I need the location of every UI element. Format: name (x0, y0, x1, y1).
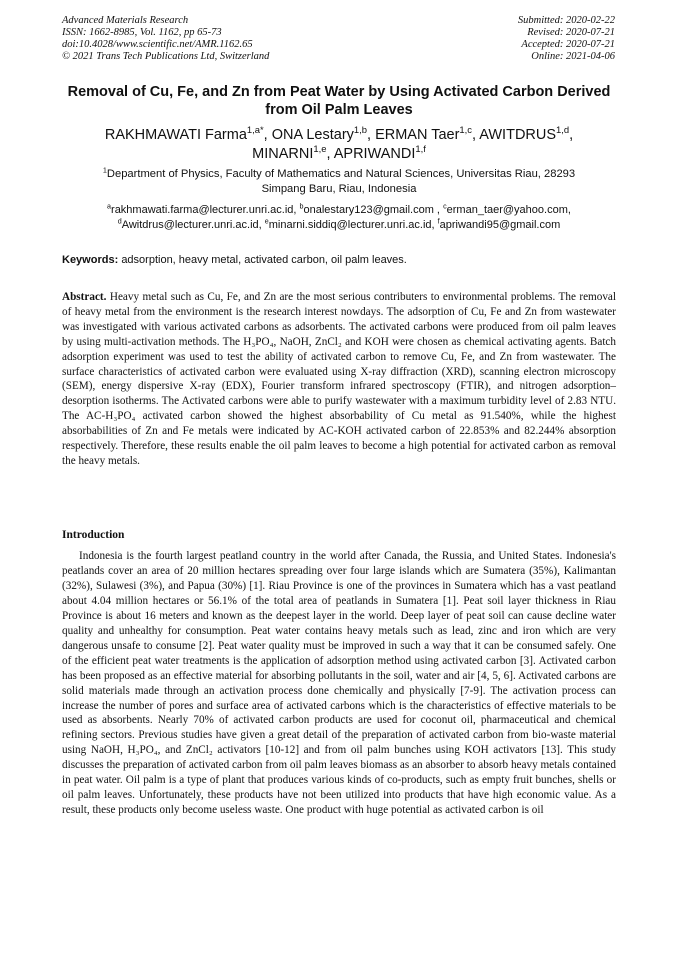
revised-date: Revised: 2020-07-21 (527, 27, 615, 38)
doi-line: doi:10.4028/www.scientific.net/AMR.1162.65 (62, 39, 253, 50)
abstract-label: Abstract. (62, 291, 107, 303)
submission-dates (518, 15, 615, 63)
email-mark: d (117, 217, 122, 226)
keywords (62, 253, 616, 267)
journal-info (62, 15, 269, 63)
keywords-label: Keywords: (62, 254, 119, 266)
email-address[interactable]: apriwandi95@gmail.com (439, 219, 561, 231)
author-name: ONA Lestary (271, 127, 354, 143)
author-name: APRIWANDI (333, 146, 416, 162)
submitted-date: Submitted: 2020-02-22 (517, 15, 615, 26)
email-address[interactable]: erman_taer@yahoo.com, (446, 204, 571, 216)
author-affiliation-mark: 1,f (415, 143, 426, 155)
introduction-heading: Introduction (62, 529, 125, 541)
author-affiliation-mark: 1,e (313, 143, 327, 155)
journal-name: Advanced Materials Research (62, 15, 189, 26)
email-address[interactable]: Awitdrus@lecturer.unri.ac.id, (121, 219, 262, 231)
keywords-text: adsorption, heavy metal, activated carbon, oil palm leaves. (121, 254, 407, 266)
introduction-body: Indonesia is the fourth largest peatland country in the world after Canada, the Russia, and United States. Indonesia's peatlands cover an area of 20 million hectares spreading over four large islands which are Sumatera (35%), Kalimantan (32%), Sulawesi (3%), and Papua (30%) [1]. Riau Province is one of the provinces in Sumatera which has a vast peatland about 4.04 million hectares or 56.1% of the total area of peatlands in Sumatera [1]. Peat soil layer thickness in Riau Province is about 16 meters and known as the deepest layer in the world. Deep layer of peat soil can cause decline water quality and unhealthy for consumption. Peat water contains heavy metals such as lead, zinc and iron which are very dangerous unsafe to consume [2]. Peat water quality must be improved in such a way that it can be consumed safely. One of the efficient peat water treatments is the application of adsorption method using activated carbon [3]. Activated carbon has been proposed as an effective material for absorbing pollutants in the soil, water and air [4, 5, 6]. Activated carbons are solid materials made through an activation process done chemically and physically [7-9]. The activation process can increase the number of pores and surface area of activated carbons which is the characteristics of effective materials to be used as absorbents. Nearly 70% of activated carbon products are used for coconut oil, pharmaceutical and chemical refining sectors. Previous studies have given a great detail of the preparation of activated carbon from bio-waste material using NaOH, H₃PO₄, and ZnCl₂ activators [10-12] and from oil palm bunches using KOH activators [13]. This study discusses the preparation of activated carbon from oil palm leaves biomass as an absorber to absorb heavy metals contained in peat water. Oil palm is a type of plant that produces various kinds of co-products, such as empty fruit bunches, shells or oil palm leaves. Unfortunately, these products have not been utilized into products that have high economic value. As a result, these products only become useless waste. One product with huge potential as activated carbon is oil (62, 550, 616, 817)
abstract (62, 290, 616, 469)
affiliation-line: Department of Physics, Faculty of Mathematics and Natural Sciences, Universitas Riau, 28293 (106, 168, 576, 180)
affiliation-mark: 1 (102, 165, 107, 175)
email-mark: f (437, 217, 440, 226)
email-mark: e (264, 217, 269, 226)
author-name: ERMAN Taer (375, 127, 460, 143)
copyright-line: © 2021 Trans Tech Publications Ltd, Switzerland (62, 51, 270, 62)
author-name: AWITDRUS (479, 127, 557, 143)
abstract-text: Heavy metal such as Cu, Fe, and Zn are the most serious contributers to environmental problems. The removal of heavy metal from the environment is the research interest nowdays. The adsorption of Cu, Fe and Zn from wastewater was investigated with various activated carbons as adsorbents. The activated carbons were produced from oil palm leaves by using multi-activation methods. The H₃PO₄, NaOH, ZnCl₂ and KOH were chosen as chemical activating agents. Batch adsorption experiment was used to test the ability of activated carbon to remove Cu, Fe, and Zn from wastewater. The surface characteristics of activated carbon were evaluated using X-ray diffraction (XRD), scanning electron microscopy (SEM), energy dispersive X-ray (EDX), Fourier transform infrared spectroscopy (FTIR), and nitrogen adsorption–desorption isotherms. The Activated carbons were able to purify wastewater with a maximum turbidity level of 2.83 NTU. The AC-H₃PO₄ activated carbon showed the highest absorbability of Cu metal as 91.540%, while the highest absorbabilities of Zn and Fe metals were indicated by AC-KOH activated carbon of 22.853% and 82.244% absorption respectively. Therefore, these results enable the oil palm leaves to become a high potential for activated carbon as removal the heavy metals. (62, 291, 616, 467)
email-mark: b (299, 202, 304, 211)
affiliation (62, 167, 616, 197)
paper-title: Removal of Cu, Fe, and Zn from Peat Water by Using Activated Carbon Derived from Oil Palm Leaves (67, 84, 611, 118)
accepted-date: Accepted: 2020-07-21 (521, 39, 615, 50)
online-date: Online: 2021-04-06 (531, 51, 615, 62)
author-affiliation-mark: 1,d (556, 124, 570, 136)
author-affiliation-mark: 1,b (353, 124, 367, 136)
author-name: MINARNI (252, 146, 314, 162)
author-list: RAKHMAWATI Farma$^{1,a*}$, ONA Lestary$^{1,b}$, ERMAN Taer$^{1,c}$, AWITDRUS$^{1,d}$, MINARNI$^{1,e}$, APRIWANDI$^{1,f}$ (104, 124, 574, 162)
author-name: RAKHMAWATI Farma (104, 127, 247, 143)
author-affiliation-mark: 1,c (459, 124, 472, 136)
email-mark: a (107, 202, 112, 211)
issn-line: ISSN: 1662-8985, Vol. 1162, pp 65-73 (62, 27, 222, 38)
affiliation-line: Simpang Baru, Riau, Indonesia (261, 183, 417, 195)
email-list (62, 203, 616, 233)
email-mark: c (443, 202, 447, 211)
email-address[interactable]: rakhmawati.farma@lecturer.unri.ac.id, (111, 204, 297, 216)
email-address[interactable]: minarni.siddiq@lecturer.unri.ac.id, (268, 219, 435, 231)
author-affiliation-mark: 1,a* (246, 124, 264, 136)
email-address[interactable]: onalestary123@gmail.com , (303, 204, 440, 216)
